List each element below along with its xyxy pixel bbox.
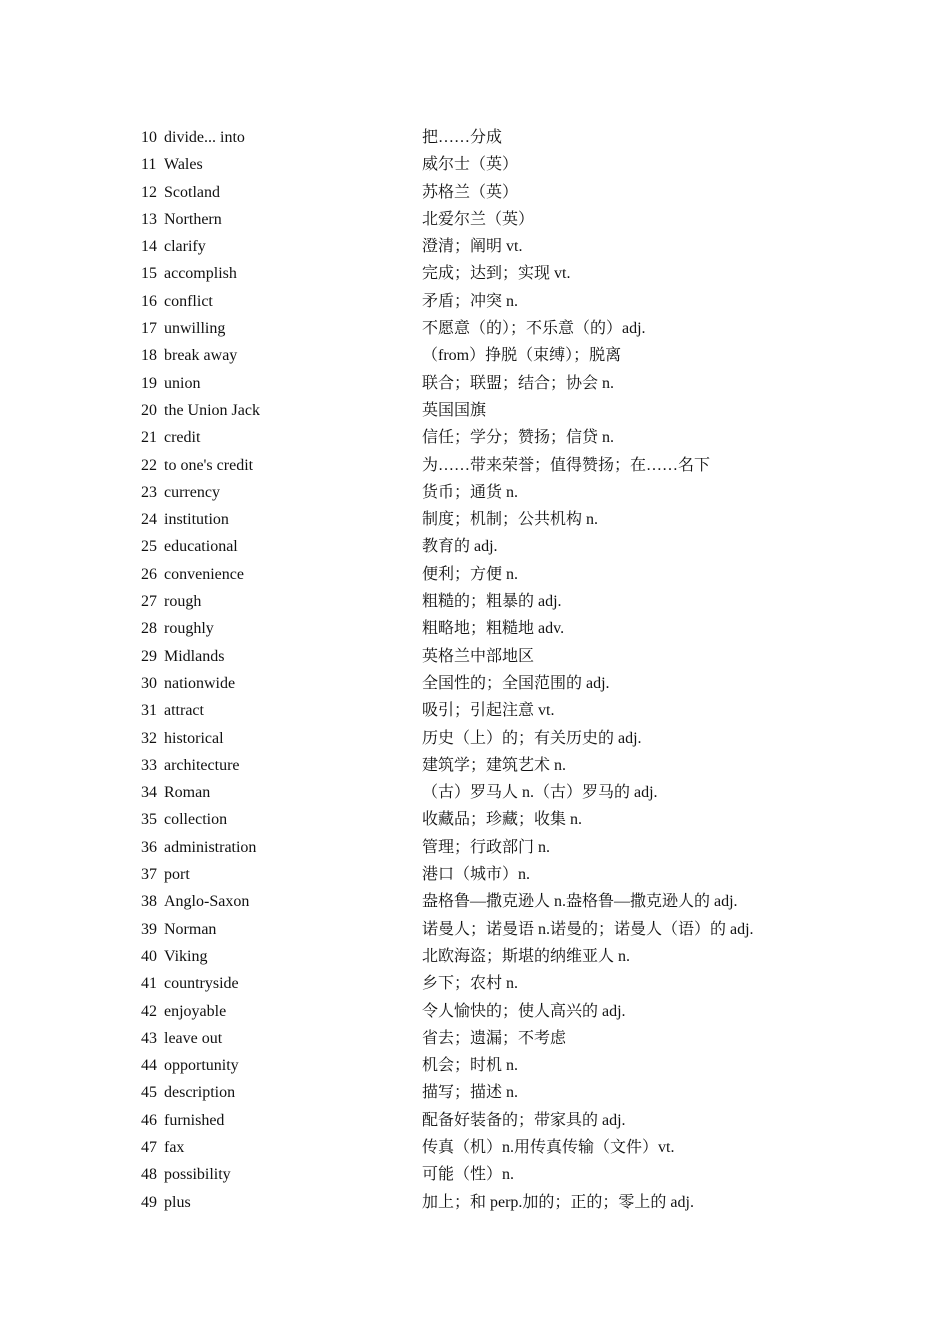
entry-number: 23 [141,483,157,501]
entry-number: 49 [141,1193,157,1211]
vocabulary-row [141,779,821,806]
english-term: port [164,866,190,884]
chinese-meaning: 省去；遗漏；不考虑 [422,1029,567,1047]
entry-number: 45 [141,1084,157,1102]
vocabulary-list [141,124,821,1216]
english-term: the Union Jack [164,401,260,419]
english-term: Northern [164,210,222,228]
entry-number: 26 [141,565,157,583]
vocabulary-row [141,725,821,752]
english-term: credit [164,429,201,447]
english-term: Midlands [164,647,225,665]
english-term: enjoyable [164,1002,227,1020]
vocabulary-row [141,1079,821,1106]
entry-number: 32 [141,729,157,747]
entry-number: 22 [141,456,157,474]
vocabulary-row [141,179,821,206]
english-term: unwilling [164,320,226,338]
chinese-meaning: 吸引；引起注意 vt. [422,702,555,720]
chinese-meaning: 完成；达到；实现 vt. [422,265,571,283]
chinese-meaning: 制度；机制；公共机构 n. [422,511,599,529]
entry-number: 31 [141,702,157,720]
entry-number: 43 [141,1029,157,1047]
english-term: convenience [164,565,244,583]
vocabulary-row [141,861,821,888]
chinese-meaning: 建筑学；建筑艺术 n. [422,756,567,774]
english-term: leave out [164,1029,223,1047]
vocabulary-row [141,397,821,424]
entry-number: 44 [141,1057,157,1075]
vocabulary-row [141,342,821,369]
vocabulary-row [141,806,821,833]
english-term: description [164,1084,236,1102]
chinese-meaning: 货币；通货 n. [422,483,519,501]
entry-number: 30 [141,674,157,692]
entry-number: 47 [141,1138,157,1156]
entry-number: 24 [141,511,157,529]
vocabulary-row [141,233,821,260]
vocabulary-row [141,260,821,287]
entry-number: 40 [141,947,157,965]
english-term: nationwide [164,674,236,692]
vocabulary-row [141,943,821,970]
vocabulary-row [141,452,821,479]
entry-number: 27 [141,593,157,611]
entry-number: 39 [141,920,157,938]
entry-number: 10 [141,129,157,146]
vocabulary-row [141,533,821,560]
chinese-meaning: 粗糙的；粗暴的 adj. [422,593,562,611]
entry-number: 16 [141,292,157,310]
english-term: union [164,374,201,392]
vocabulary-row [141,588,821,615]
english-term: educational [164,538,238,556]
entry-number: 20 [141,401,157,419]
entry-number: 14 [141,238,157,256]
english-term: rough [164,593,202,611]
chinese-meaning: 管理；行政部门 n. [422,838,551,856]
chinese-meaning: 不愿意（的）；不乐意（的）adj. [422,320,646,338]
vocabulary-row [141,888,821,915]
chinese-meaning: 盎格鲁—撒克逊人 n.盎格鲁—撒克逊人的 adj. [422,893,738,911]
vocabulary-row [141,1161,821,1188]
vocabulary-row [141,1107,821,1134]
english-term: opportunity [164,1057,239,1075]
entry-number: 29 [141,647,157,665]
entry-number: 19 [141,374,157,392]
english-term: Roman [164,784,211,802]
english-term: Norman [164,920,217,938]
vocabulary-row [141,697,821,724]
english-term: accomplish [164,265,237,283]
english-term: to one's credit [164,456,254,474]
vocabulary-row [141,370,821,397]
vocabulary-row [141,506,821,533]
chinese-meaning: 教育的 adj. [422,538,498,556]
vocabulary-row [141,479,821,506]
chinese-meaning: 港口（城市）n. [422,866,531,884]
vocabulary-row [141,643,821,670]
vocabulary-row [141,834,821,861]
chinese-meaning: 北欧海盗；斯堪的纳维亚人 n. [422,947,631,965]
english-term: collection [164,811,228,829]
chinese-meaning: （from）挣脱（束缚）；脱离 [422,347,622,365]
english-term: Viking [164,947,208,965]
chinese-meaning: 可能（性）n. [422,1166,515,1184]
vocabulary-row [141,1025,821,1052]
vocabulary-row [141,424,821,451]
english-term: furnished [164,1111,225,1129]
chinese-meaning: 澄清；阐明 vt. [422,238,523,256]
chinese-meaning: 苏格兰（英） [422,183,519,201]
entry-number: 28 [141,620,157,638]
chinese-meaning: 全国性的；全国范围的 adj. [422,674,610,692]
chinese-meaning: 加上；和 perp.加的；正的；零上的 adj. [422,1193,694,1211]
english-term: plus [164,1193,191,1211]
chinese-meaning: 便利；方便 n. [422,565,519,583]
entry-number: 35 [141,811,157,829]
chinese-meaning: 联合；联盟；结合；协会 n. [422,374,615,392]
chinese-meaning: 为……带来荣誉；值得赞扬；在……名下 [422,456,711,474]
entry-number: 36 [141,838,157,856]
entry-number: 42 [141,1002,157,1020]
entry-number: 46 [141,1111,157,1129]
vocabulary-row [141,1189,821,1216]
english-term: Anglo-Saxon [164,893,250,911]
vocabulary-row [141,561,821,588]
chinese-meaning: 历史（上）的；有关历史的 adj. [422,729,642,747]
entry-number: 25 [141,538,157,556]
english-term: fax [164,1138,185,1156]
entry-number: 41 [141,975,157,993]
english-term: institution [164,511,229,529]
vocabulary-row [141,752,821,779]
vocabulary-row [141,615,821,642]
chinese-meaning: 英格兰中部地区 [422,647,535,665]
vocabulary-row [141,970,821,997]
entry-number: 13 [141,210,157,228]
english-term: attract [164,702,204,720]
entry-number: 18 [141,347,157,365]
vocabulary-row [141,1134,821,1161]
vocabulary-row [141,288,821,315]
english-term: currency [164,483,220,501]
chinese-meaning: 粗略地；粗糙地 adv. [422,620,565,638]
entry-number: 21 [141,429,157,447]
chinese-meaning: 北爱尔兰（英） [422,210,535,228]
vocabulary-row [141,998,821,1025]
entry-number: 11 [141,156,157,174]
chinese-meaning: 传真（机）n.用传真传输（文件）vt. [422,1138,675,1156]
chinese-meaning: 描写；描述 n. [422,1084,519,1102]
vocabulary-row [141,315,821,342]
english-term: countryside [164,975,239,993]
entry-number: 17 [141,320,157,338]
english-term: possibility [164,1166,231,1184]
chinese-meaning: 配备好装备的；带家具的 adj. [422,1111,626,1129]
entry-number: 34 [141,784,157,802]
chinese-meaning: 信任；学分；赞扬；信贷 n. [422,429,615,447]
chinese-meaning: （古）罗马人 n.（古）罗马的 adj. [422,784,658,802]
vocabulary-row [141,151,821,178]
english-term: administration [164,838,257,856]
english-term: Scotland [164,183,220,201]
chinese-meaning: 威尔士（英） [422,156,519,174]
entry-number: 48 [141,1166,157,1184]
entry-number: 33 [141,756,157,774]
english-term: roughly [164,620,214,638]
chinese-meaning: 矛盾；冲突 n. [422,292,519,310]
chinese-meaning: 把……分成 [422,129,503,146]
english-term: clarify [164,238,206,256]
entry-number: 37 [141,866,157,884]
english-term: historical [164,729,224,747]
vocabulary-row [141,670,821,697]
english-term: Wales [164,156,203,174]
english-term: divide... into [164,129,245,146]
chinese-meaning: 英国国旗 [422,401,487,419]
english-term: architecture [164,756,240,774]
entry-number: 15 [141,265,157,283]
chinese-meaning: 收藏品；珍藏；收集 n. [422,811,583,829]
entry-number: 12 [141,183,157,201]
entry-number: 38 [141,893,157,911]
vocabulary-row [141,124,821,151]
english-term: break away [164,347,238,365]
chinese-meaning: 诺曼人；诺曼语 n.诺曼的；诺曼人（语）的 adj. [422,920,754,938]
vocabulary-row [141,916,821,943]
chinese-meaning: 乡下；农村 n. [422,975,519,993]
english-term: conflict [164,292,213,310]
vocabulary-row [141,206,821,233]
chinese-meaning: 令人愉快的；使人高兴的 adj. [422,1002,626,1020]
chinese-meaning: 机会；时机 n. [422,1057,519,1075]
vocabulary-row [141,1052,821,1079]
